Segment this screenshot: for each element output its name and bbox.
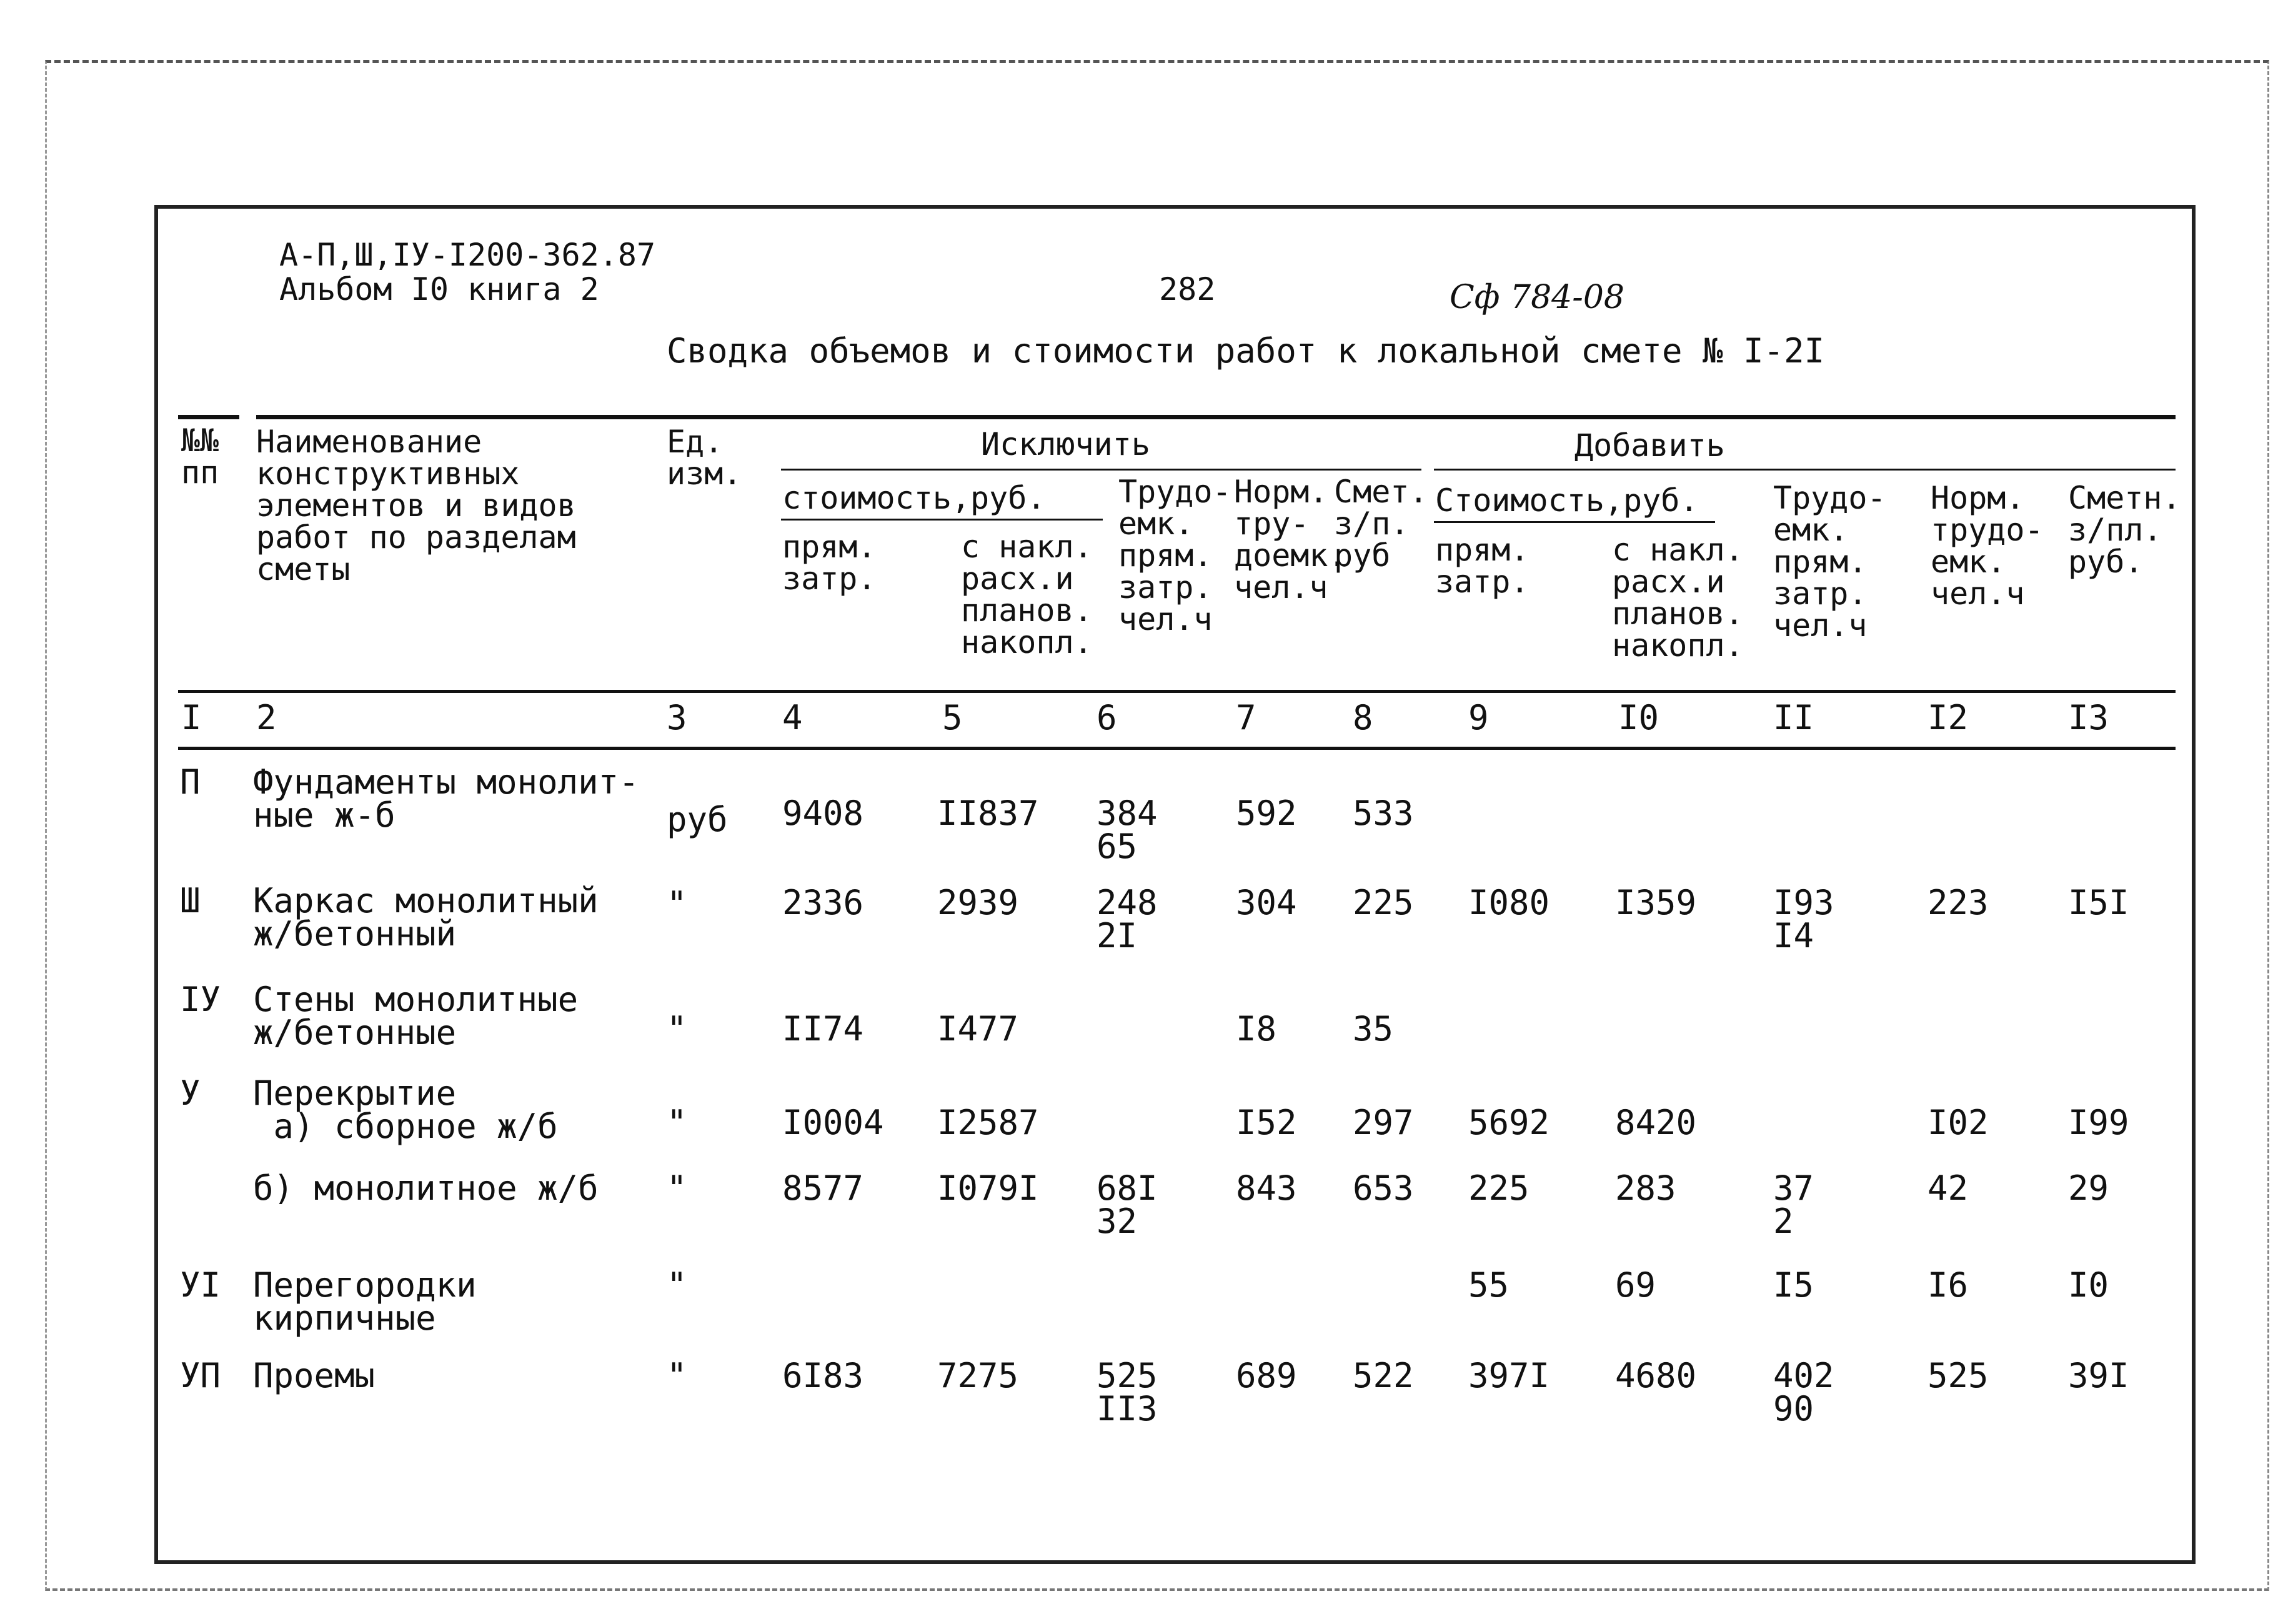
row-element-name: Перекрытие а) сборное ж/б [253,1074,558,1146]
cell-add-overhead: 4680 [1615,1356,1697,1395]
cell-ex-wage: 225 [1353,883,1414,922]
cell-add-overhead: 8420 [1615,1103,1697,1142]
handwritten-stamp: Сф 784-08 [1450,279,1625,316]
document-title: Сводка объемов и стоимости работ к локальной смете № I-2I [667,331,1825,371]
row-number: У [180,1074,201,1113]
document-code: А-П,Ш,IУ-I200-362.87 [279,237,656,273]
header-row-number: №№ пп [181,422,219,491]
column-number: 6 [1097,698,1117,737]
header-add-cost: Стоимость,руб. [1435,482,1699,519]
cell-add-overhead: 69 [1615,1265,1656,1305]
column-number: I [181,698,202,737]
cell-ex-norm: I52 [1236,1103,1297,1142]
header-exclude-labor: Трудо- емк. прям. затр. чел.ч [1118,474,1231,637]
cell-add-overhead: I359 [1615,883,1697,922]
cell-ex-direct: I0004 [782,1103,884,1142]
cell-ex-direct: II74 [782,1009,864,1049]
cell-add-wage: I5I [2068,883,2129,922]
cell-add-labor: I93 I4 [1773,883,1834,955]
cell-add-wage: I0 [2068,1265,2109,1305]
column-number: II [1773,698,1814,737]
cell-ex-labor: 525 II3 [1097,1356,1158,1428]
header-add-group: Добавить [1574,427,1725,464]
exclude-group-rule [781,469,1421,471]
cell-ex-overhead: I477 [937,1009,1019,1049]
row-number: IУ [180,980,221,1019]
cell-ex-overhead: II837 [937,794,1039,833]
column-number: 7 [1236,698,1256,737]
header-add-direct: прям. затр. [1435,532,1529,600]
header-exclude-wage: Смет. з/п. руб [1334,474,1428,574]
cell-ex-overhead: I2587 [937,1103,1039,1142]
row-element-name: Проемы [253,1356,376,1395]
cell-add-norm: 42 [1927,1168,1969,1208]
cell-add-norm: 525 [1927,1356,1989,1395]
row-unit: " [667,1168,687,1208]
header-element-name: Наименование конструктивных элементов и видов работ по разделам сметы [256,424,576,587]
row-element-name: Фундаменты монолит- ные ж-б [253,762,639,835]
cell-ex-wage: 35 [1353,1009,1394,1049]
header-add-norm: Норм. трудо- емк. чел.ч [1931,480,2044,612]
cell-ex-norm: 304 [1236,883,1297,922]
header-exclude-group: Исключить [981,426,1150,462]
cell-ex-direct: 6I83 [782,1356,864,1395]
cell-add-direct: 55 [1468,1265,1510,1305]
cell-add-norm: I6 [1927,1265,1969,1305]
row-unit: " [667,884,687,924]
column-number: I0 [1618,698,1659,737]
column-number: 2 [256,698,277,737]
column-number: I3 [2068,698,2109,737]
column-numbers-rule [178,747,2176,750]
cell-ex-norm: 592 [1236,794,1297,833]
row-unit: " [667,1356,687,1395]
cell-ex-norm: I8 [1236,1009,1277,1049]
column-number: I2 [1927,698,1969,737]
cell-add-labor: 37 2 [1773,1168,1814,1241]
cell-ex-wage: 653 [1353,1168,1414,1208]
row-number: УI [180,1265,221,1305]
cell-ex-wage: 522 [1353,1356,1414,1395]
cell-ex-direct: 9408 [782,794,864,833]
table-top-rule-num [178,415,239,419]
add-cost-rule [1434,521,1715,523]
cell-ex-direct: 2336 [782,883,864,922]
cell-ex-labor: 384 65 [1097,794,1158,866]
cell-add-wage: 39I [2068,1356,2129,1395]
cell-ex-labor: 68I 32 [1097,1168,1158,1241]
cell-add-direct: I080 [1468,883,1550,922]
add-group-rule [1434,469,2176,471]
cell-ex-overhead: 7275 [937,1356,1019,1395]
cell-ex-norm: 843 [1236,1168,1297,1208]
cell-add-direct: 225 [1468,1168,1529,1208]
cell-ex-labor: 248 2I [1097,883,1158,955]
row-unit: руб [667,800,728,839]
header-add-wage: Сметн. з/пл. руб. [2068,480,2181,580]
header-exclude-norm: Норм. тру- доемк. чел.ч [1234,474,1347,605]
cell-ex-wage: 533 [1353,794,1414,833]
row-element-name: Перегородки кирпичные [253,1265,477,1338]
cell-add-direct: 5692 [1468,1103,1550,1142]
cell-add-wage: 29 [2068,1168,2109,1208]
column-number: 4 [782,698,803,737]
cell-ex-overhead: I079I [937,1168,1039,1208]
column-number: 3 [667,698,687,737]
cell-add-norm: 223 [1927,883,1989,922]
row-number: Ш [180,881,201,920]
album-label: Альбом I0 книга 2 [279,271,599,307]
column-number: 8 [1353,698,1373,737]
exclude-cost-rule [781,519,1103,521]
row-unit: " [667,1103,687,1142]
header-bottom-rule [178,690,2176,693]
row-element-name: Стены монолитные ж/бетонные [253,980,579,1052]
header-exclude-cost: стоимость,руб. [782,480,1046,516]
cell-add-wage: I99 [2068,1103,2129,1142]
cell-add-norm: I02 [1927,1103,1989,1142]
cell-add-labor: 402 90 [1773,1356,1834,1428]
cell-ex-overhead: 2939 [937,883,1019,922]
row-element-name: б) монолитное ж/б [253,1168,599,1208]
cell-add-labor: I5 [1773,1265,1814,1305]
row-number: УП [180,1356,221,1395]
cell-add-overhead: 283 [1615,1168,1676,1208]
page-number: 282 [1159,271,1216,307]
row-unit: " [667,1265,687,1305]
row-number: П [180,762,201,802]
column-number: 9 [1468,698,1489,737]
header-exclude-direct: прям. затр. [782,529,877,597]
header-add-labor: Трудо- емк. прям. затр. чел.ч [1773,480,1886,644]
header-add-overhead: с накл. расх.и планов. накопл. [1612,532,1744,664]
row-element-name: Каркас монолитный ж/бетонный [253,881,599,954]
header-exclude-overhead: с накл. расх.и планов. накопл. [961,529,1093,660]
header-unit: Ед. изм. [667,424,742,492]
row-unit: " [667,1009,687,1049]
column-number: 5 [942,698,963,737]
cell-ex-norm: 689 [1236,1356,1297,1395]
table-top-rule [256,415,2176,419]
cell-ex-direct: 8577 [782,1168,864,1208]
cell-add-direct: 397I [1468,1356,1550,1395]
cell-ex-wage: 297 [1353,1103,1414,1142]
